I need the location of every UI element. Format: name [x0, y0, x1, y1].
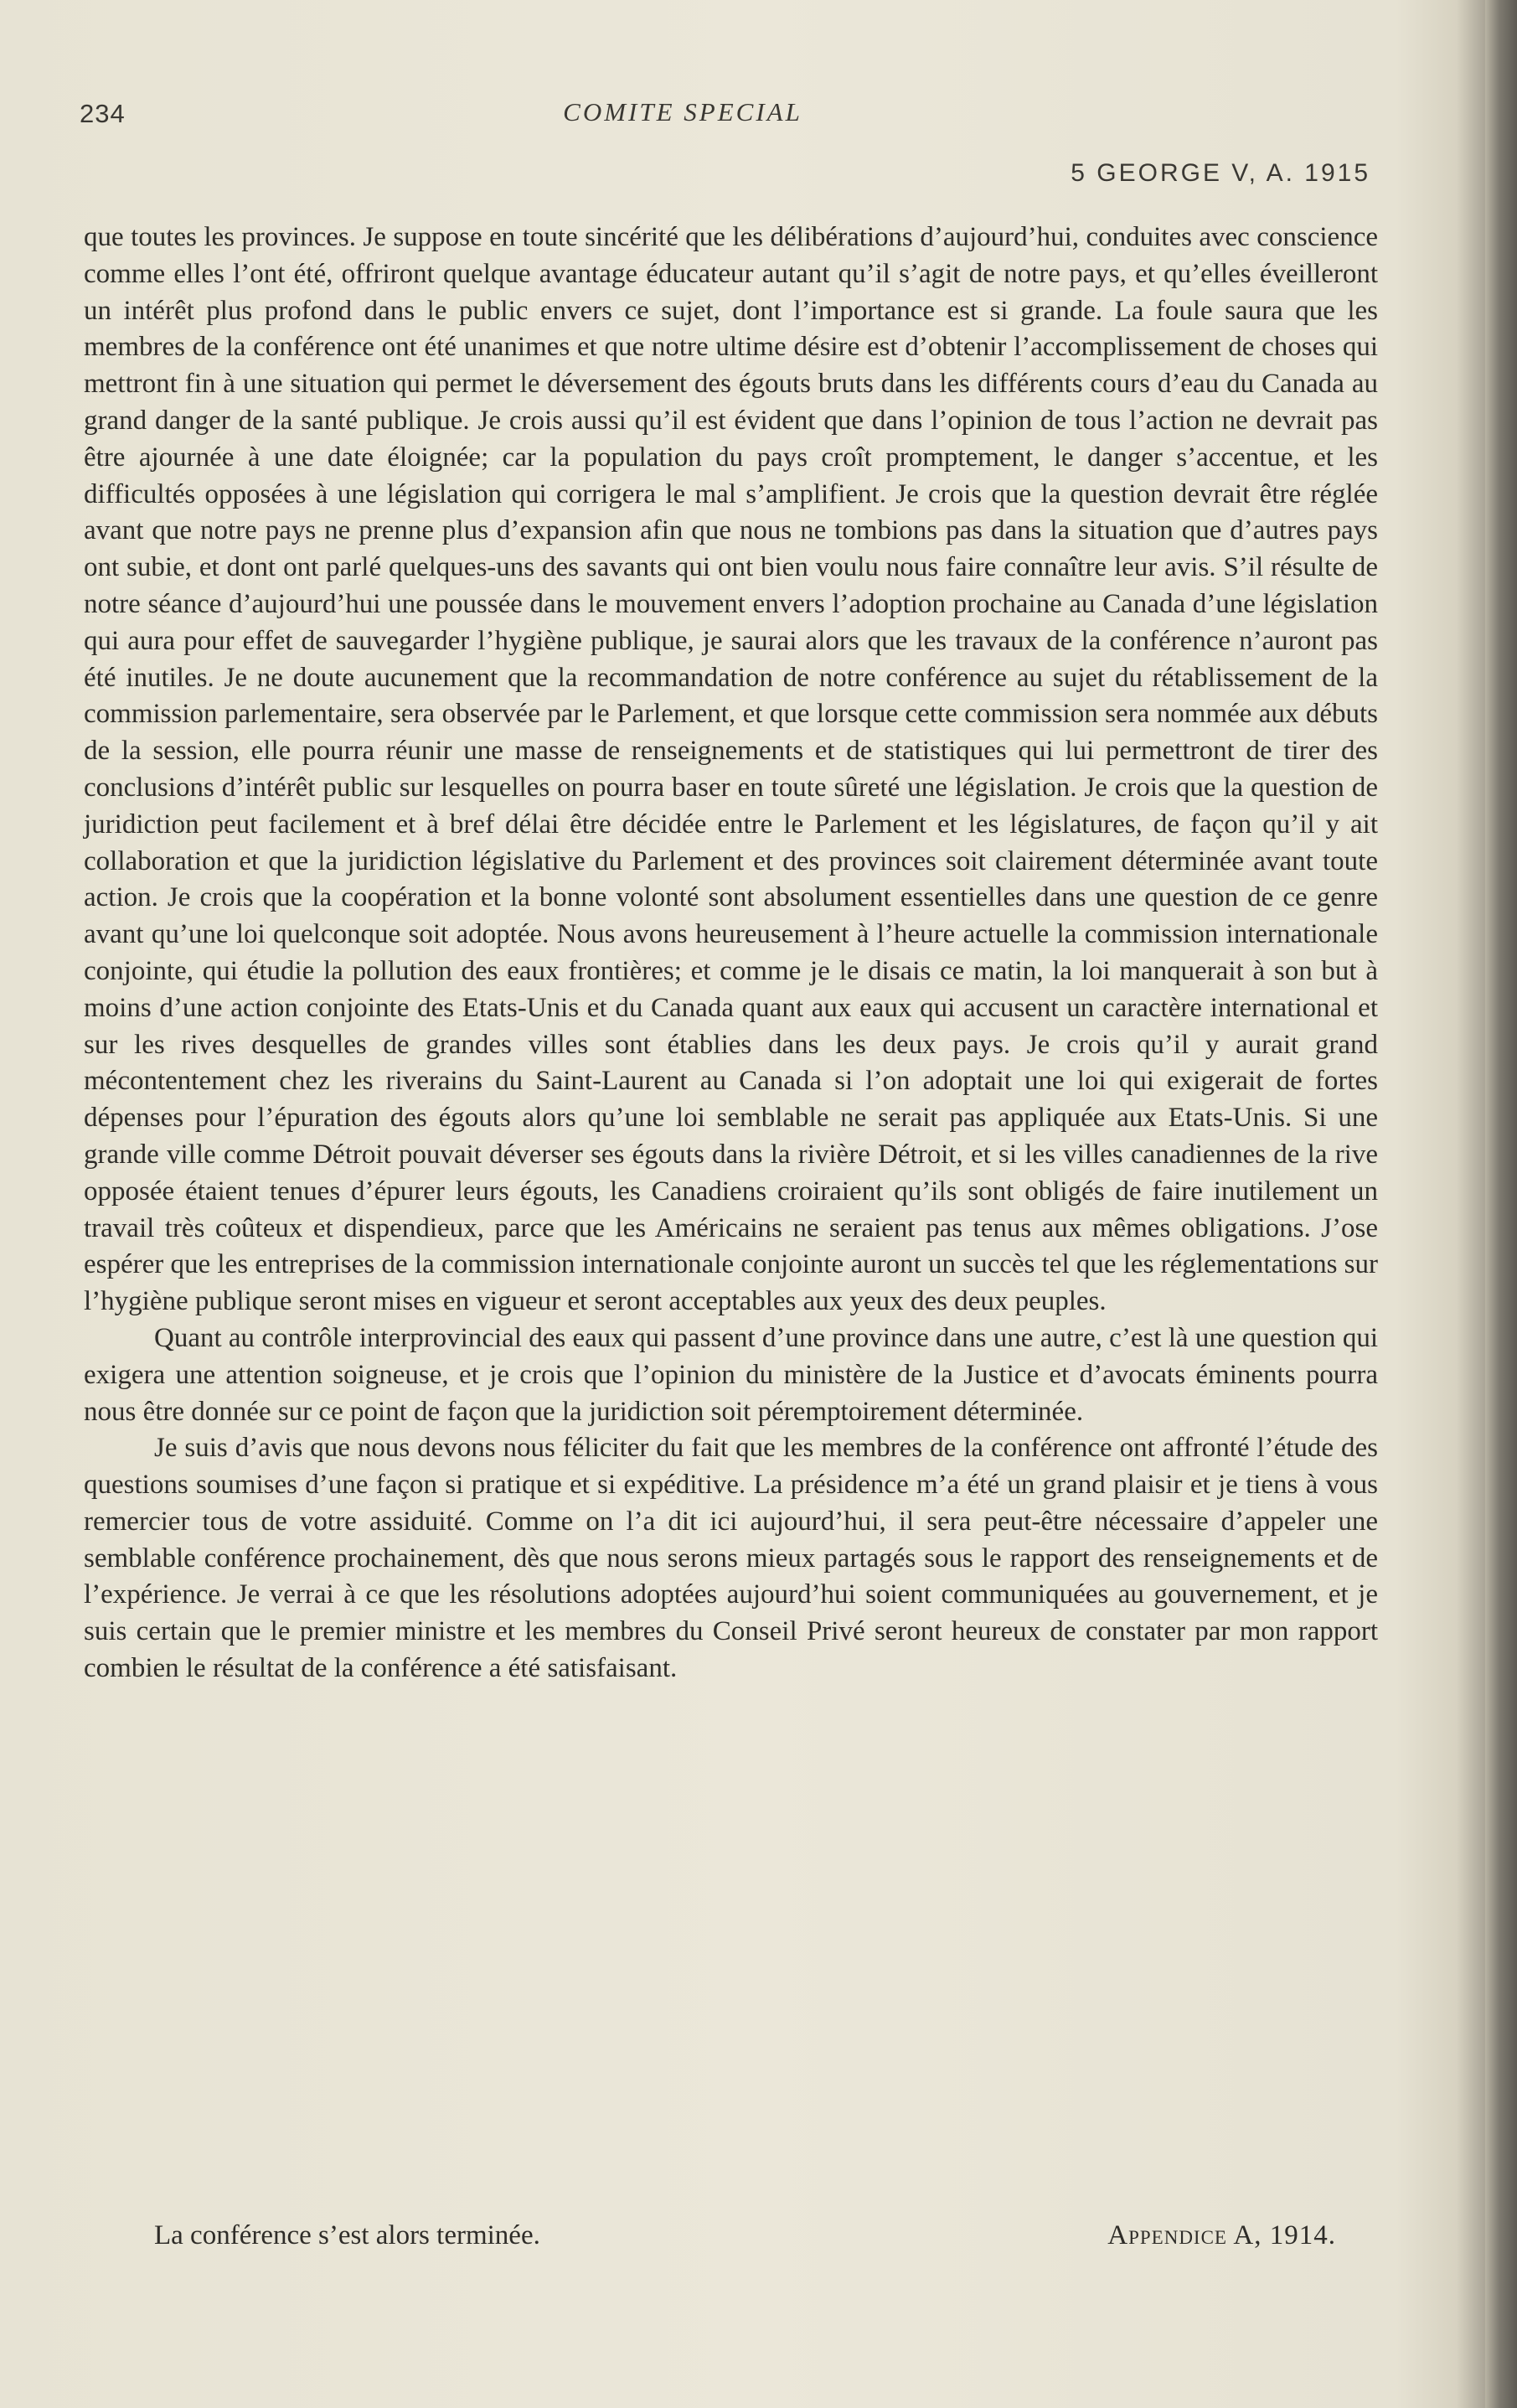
paragraph-1: que toutes les provinces. Je suppose en toute sincérité que les délibérations d’aujourd’hui, conduites avec conscience comme elles l’ont été, offriront quelque avantage éducateur autant qu’il s’agit de notre pays, et qu’elles éveilleront un intérêt plus profond dans le public envers ce sujet, dont l’importance est si grande. La foule saura que les membres de la conférence ont été unanimes et que notre ultime désire est d’obtenir l’accomplissement de choses qui mettront fin à une situation qui permet le déversement des égouts bruts dans les différents cours d’eau du Canada au grand danger de la santé publique. Je crois aussi qu’il est évident que dans l’opinion de tous l’action ne devrait pas être ajournée à une date éloignée; car la population du pays croît promptement, le danger s’accentue, et les difficultés opposées à une législation qui corrigera le mal s’amplifient. Je crois que la question devrait être réglée avant que notre pays ne prenne plus d’expansion afin que nous ne tombions pas dans la situation que d’autres pays ont subie, et dont ont parlé quelques-uns des savants qui ont bien voulu nous faire connaître leur avis. S’il résulte de notre séance d’aujourd’hui une poussée dans le mouvement envers l’adoption prochaine au Canada d’une législation qui aura pour effet de sauvegarder l’hygiène publique, je saurai alors que les travaux de la conférence n’auront pas été inutiles. Je ne doute aucunement que la recommandation de notre conférence au sujet du rétablissement de la commission parlementaire, sera observée par le Parlement, et que lorsque cette commission sera nommée aux débuts de la session, elle pourra réunir une masse de renseignements et de statistiques qui lui permettront de tirer des conclusions d’intérêt public sur lesquelles on pourra baser en toute sûreté une législation. Je crois que la question de juridiction peut facilement et à bref délai être décidée entre le Parlement et les législatures, de façon qu’il y ait collaboration et que la juridiction législative du Parlement et des provinces soit clairement déterminée avant toute action. Je crois que la coopération et la bonne volonté sont absolument essentielles dans une question de ce genre avant qu’une loi quelconque soit adoptée. Nous avons heureusement à l’heure actuelle la commission internationale conjointe, qui étudie la pollution des eaux frontières; et comme je le disais ce matin, la loi manquerait à son but à moins d’une action conjointe des Etats-Unis et du Canada quant aux eaux qui accusent un caractère international et sur les rives desquelles de grandes villes sont établies dans les deux pays. Je crois qu’il y aurait grand mécontentement chez les riverains du Saint-Laurent au Canada si l’on adoptait une loi qui exigerait de fortes dépenses pour l’épuration des égouts alors qu’une loi semblable ne serait pas appliquée aux Etats-Unis. Si une grande ville comme Détroit pouvait déverser ses égouts dans la rivière Détroit, et si les villes canadiennes de la rive opposée étaient tenues d’épurer leurs égouts, les Canadiens croiraient qu’ils sont obligés de faire inutilement un travail très coûteux et dispendieux, parce que les Américains ne seraient pas tenus aux mêmes obligations. J’ose espérer que les entreprises de la commission internationale conjointe auront un succès tel que les réglementations sur l’hygiène publique seront mises en vigueur et seront acceptables aux yeux des deux peuples. [84, 222, 1379, 1317]
appendix-reference: Appendice A, 1914. [1107, 2220, 1336, 2250]
closing-statement: La conférence s’est alors terminée. [154, 2220, 540, 2250]
body-text [84, 220, 1378, 1687]
session-label: 5 GEORGE V, A. 1915 [1071, 159, 1370, 187]
book-spine-shadow [1485, 0, 1517, 2408]
paragraph-3: Je suis d’avis que nous devons nous féliciter du fait que les membres de la conférence ont affronté l’étude des questions soumises d’une façon si pratique et si expéditive. La présidence m’a été un grand plaisir et je tiens à vous remercier tous de votre assiduité. Comme on l’a dit ici aujourd’hui, il sera peut-être nécessaire d’appeler une semblable conférence prochainement, dès que nous serons mieux partagés sous le rapport des renseignements et de l’expérience. Je verrai à ce que les résolutions adoptées aujourd’hui soient communiquées au gouvernement, et je suis certain que le premier ministre et les membres du Conseil Privé seront heureux de constater par mon rapport combien le résultat de la conférence a été satisfaisant. [84, 1433, 1378, 1684]
page-number: 234 [80, 99, 126, 128]
paragraph-2: Quant au contrôle interprovincial des eaux qui passent d’une province dans une autre, c’est là une question qui exigera une attention soigneuse, et je crois que l’opinion du ministère de la Justice et d’avocats éminents pourra nous être donnée sur ce point de façon que la juridiction soit péremptoirement déterminée. [84, 1322, 1378, 1427]
running-title: COMITE SPECIAL [563, 97, 802, 127]
